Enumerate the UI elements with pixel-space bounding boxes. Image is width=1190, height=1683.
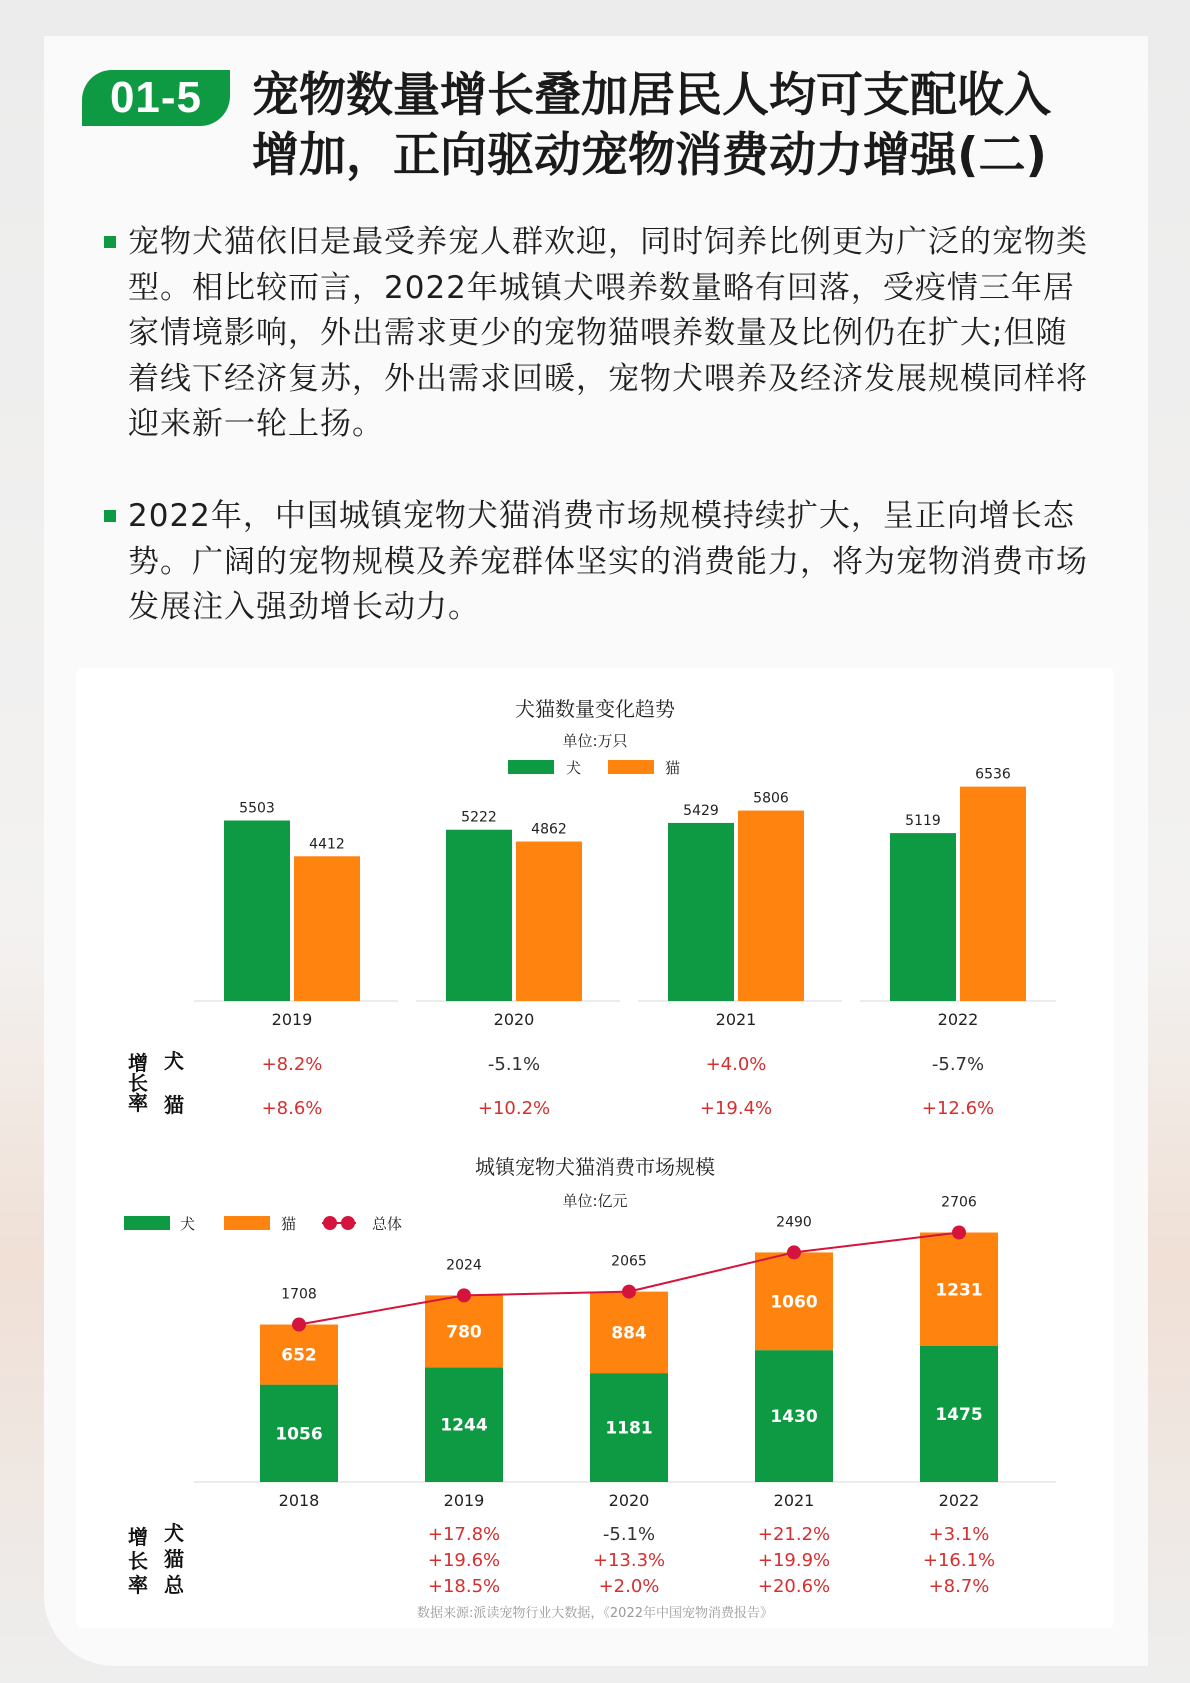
- total-point-marker: [292, 1318, 306, 1332]
- legend-dog-swatch: [508, 760, 554, 774]
- total-market-label: 2706: [941, 1194, 977, 1211]
- chart2-xtick: 2019: [443, 1491, 485, 1510]
- section-badge: 01-5: [82, 70, 230, 126]
- dog-growth-value: -5.7%: [931, 1054, 985, 1075]
- market-growth-value: +19.6%: [427, 1550, 501, 1571]
- legend-dog-label: 犬: [180, 1215, 196, 1233]
- chart2-unit: 单位:亿元: [562, 1192, 628, 1210]
- dog-count-bar: [224, 821, 290, 1001]
- source-note: 数据来源:派读宠物行业大数据，《2022年中国宠物消费报告》: [417, 1606, 773, 1621]
- chart1-xtick: 2022: [937, 1010, 979, 1029]
- dog-growth-value: +8.2%: [261, 1054, 323, 1075]
- chart1-unit: 单位:万只: [562, 732, 628, 750]
- chart2-xtick: 2020: [608, 1491, 650, 1510]
- chart2-title: 城镇宠物犬猫消费市场规模: [475, 1155, 715, 1179]
- legend-dog-label: 犬: [566, 759, 582, 777]
- chart1-growth-dog-label: 犬: [164, 1049, 184, 1073]
- dog-market-label: 1056: [275, 1424, 323, 1445]
- paragraph-1: [104, 220, 1094, 448]
- dog-growth-value: -5.1%: [487, 1054, 541, 1075]
- market-growth-value: +16.1%: [922, 1550, 996, 1571]
- total-point-marker: [457, 1288, 471, 1302]
- chart1-xtick: 2019: [271, 1010, 313, 1029]
- charts-svg: [76, 668, 1114, 1628]
- cat-growth-value: +12.6%: [921, 1098, 995, 1119]
- legend-cat-swatch: [224, 1216, 270, 1230]
- dog-count-bar: [890, 833, 956, 1001]
- chart1-growth-cat-label: 猫: [164, 1093, 184, 1117]
- dog-count-label: 5119: [905, 813, 941, 830]
- cat-count-bar: [960, 787, 1026, 1001]
- chart2-growth-label-char: 长: [128, 1549, 148, 1573]
- cat-market-label: 1060: [770, 1292, 818, 1313]
- page-title: [252, 66, 1112, 186]
- market-growth-value: +3.1%: [928, 1524, 990, 1545]
- cat-count-label: 4412: [309, 836, 345, 853]
- total-point-marker: [622, 1285, 636, 1299]
- market-growth-value: +13.3%: [592, 1550, 666, 1571]
- dog-count-label: 5222: [461, 809, 497, 826]
- market-growth-value: +18.5%: [427, 1576, 501, 1597]
- market-growth-value: +8.7%: [928, 1576, 990, 1597]
- market-growth-value: +19.9%: [757, 1550, 831, 1571]
- dog-count-bar: [668, 823, 734, 1001]
- total-market-label: 2065: [611, 1253, 647, 1270]
- cat-market-label: 884: [611, 1323, 647, 1344]
- cat-market-label: 652: [281, 1345, 317, 1366]
- legend-cat-label: 猫: [281, 1215, 297, 1233]
- market-growth-value: +2.0%: [598, 1576, 660, 1597]
- chart1-growth-label-char: 率: [128, 1091, 148, 1115]
- cat-count-label: 4862: [531, 821, 567, 838]
- dog-market-label: 1181: [605, 1418, 653, 1439]
- cat-count-bar: [738, 811, 804, 1001]
- cat-market-label: 1231: [935, 1280, 983, 1301]
- cat-count-label: 5806: [753, 790, 789, 807]
- chart1-growth-label-char: 增: [128, 1051, 148, 1075]
- chart2-growth-series-label: 猫: [164, 1547, 184, 1571]
- dog-market-label: 1475: [935, 1405, 983, 1426]
- market-growth-value: -5.1%: [602, 1524, 656, 1545]
- legend-cat-label: 猫: [665, 759, 681, 777]
- dog-count-label: 5503: [239, 800, 275, 817]
- total-market-label: 2024: [446, 1257, 482, 1274]
- chart2-xtick: 2022: [938, 1491, 980, 1510]
- legend-cat-swatch: [608, 760, 654, 774]
- chart1-title: 犬猫数量变化趋势: [515, 697, 675, 721]
- legend-total-marker: [323, 1216, 337, 1230]
- dog-market-label: 1244: [440, 1415, 488, 1436]
- paragraph-text: 宠物犬猫依旧是最受养宠人群欢迎，同时饲养比例更为广泛的宠物类型。相比较而言，2022年城镇犬喂养数量略有回落，受疫情三年居家情境影响，外出需求更少的宠物猫喂养数量及比例仍在扩大;但随着线下经济复苏，外出需求回暖，宠物犬喂养及经济发展规模同样将迎来新一轮上扬。: [128, 224, 1088, 442]
- total-point-marker: [952, 1226, 966, 1240]
- cat-growth-value: +19.4%: [699, 1098, 773, 1119]
- cat-count-bar: [294, 856, 360, 1001]
- page-title-line2: 增加，正向驱动宠物消费动力增强(二): [252, 128, 1047, 183]
- legend-dog-swatch: [124, 1216, 170, 1230]
- cat-count-label: 6536: [975, 766, 1011, 783]
- paragraph-2: [104, 494, 1094, 631]
- dog-market-label: 1430: [770, 1407, 818, 1428]
- chart2-xtick: 2018: [278, 1491, 320, 1510]
- chart-card: [76, 668, 1114, 1628]
- paragraph-text: 2022年，中国城镇宠物犬猫消费市场规模持续扩大，呈正向增长态势。广阔的宠物规模及养宠群体坚实的消费能力，将为宠物消费市场发展注入强劲增长动力。: [128, 498, 1088, 625]
- market-growth-value: +17.8%: [427, 1524, 501, 1545]
- bullet-square-icon: [104, 236, 116, 248]
- dog-count-bar: [446, 830, 512, 1001]
- chart2-growth-series-label: 犬: [164, 1521, 184, 1545]
- chart2-growth-label-char: 率: [128, 1573, 148, 1597]
- dog-growth-value: +4.0%: [705, 1054, 767, 1075]
- chart2-growth-series-label: 总: [164, 1573, 184, 1597]
- cat-market-label: 780: [446, 1322, 482, 1343]
- market-growth-value: +21.2%: [757, 1524, 831, 1545]
- cat-growth-value: +8.6%: [261, 1098, 323, 1119]
- chart1-xtick: 2020: [493, 1010, 535, 1029]
- chart2-growth-label-char: 增: [128, 1525, 148, 1549]
- total-market-label: 1708: [281, 1286, 317, 1303]
- legend-total-marker: [341, 1216, 355, 1230]
- bullet-square-icon: [104, 510, 116, 522]
- market-growth-value: +20.6%: [757, 1576, 831, 1597]
- cat-growth-value: +10.2%: [477, 1098, 551, 1119]
- dog-count-label: 5429: [683, 802, 719, 819]
- chart2-xtick: 2021: [773, 1491, 815, 1510]
- chart1-growth-label-char: 长: [128, 1071, 148, 1095]
- page-title-line1: 宠物数量增长叠加居民人均可支配收入: [252, 68, 1051, 123]
- cat-count-bar: [516, 842, 582, 1001]
- total-point-marker: [787, 1245, 801, 1259]
- legend-total-label: 总体: [372, 1215, 403, 1233]
- total-market-label: 2490: [776, 1214, 812, 1231]
- chart1-xtick: 2021: [715, 1010, 757, 1029]
